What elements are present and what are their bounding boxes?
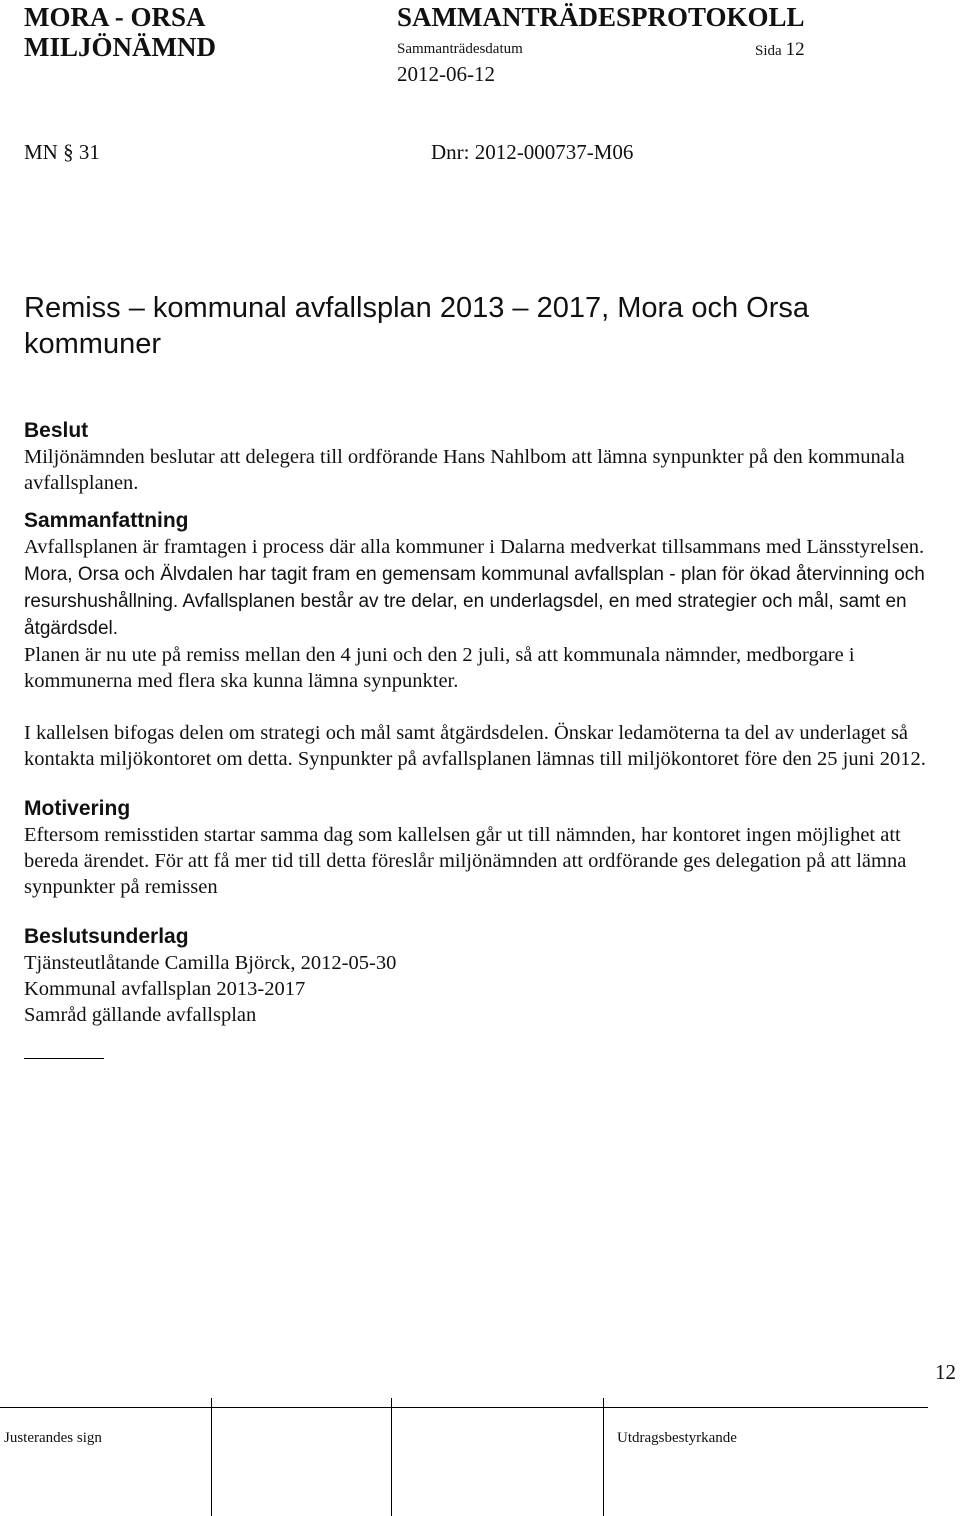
document-type: SAMMANTRÄDESPROTOKOLL bbox=[397, 2, 805, 32]
sammanfattning-text-a: Avfallsplanen är framtagen i process där alla kommuner i Dalarna medverkat tillsammans med Länsstyrelsen. bbox=[24, 536, 925, 558]
beslutsunderlag-item: Tjänsteutlåtande Camilla Björck, 2012-05-30 bbox=[24, 952, 397, 974]
sammanfattning-text-c: Avfallsplanen består av tre delar, en underlagsdel, en med strategier och mål, samt en åtgärdsdel. bbox=[24, 591, 907, 639]
justerandes-sign-label: Justerandes sign bbox=[4, 1430, 102, 1446]
org-name-line2: MILJÖNÄMND bbox=[24, 32, 216, 62]
signature-box-divider bbox=[391, 1398, 392, 1516]
beslutsunderlag-item: Kommunal avfallsplan 2013-2017 bbox=[24, 978, 306, 1000]
section-heading-motivering: Motivering bbox=[24, 797, 131, 820]
section-heading-sammanfattning: Sammanfattning bbox=[24, 509, 189, 532]
footer-rule bbox=[0, 1407, 928, 1408]
meeting-date-value: 2012-06-12 bbox=[397, 62, 495, 86]
sammanfattning-text-b: Mora, Orsa och Älvdalen har tagit fram en gemensam kommunal avfallsplan - plan för ökad återvinning och resurshushållning. bbox=[24, 564, 925, 612]
page-label: Sida bbox=[755, 43, 782, 59]
footer-page-number: 12 bbox=[935, 1360, 956, 1384]
sammanfattning-paragraph-3: I kallelsen bifogas delen om strategi och mål samt åtgärdsdelen. Önskar ledamöterna ta del av underlaget så kontakta miljökontoret om detta. Synpunkter på avfallsplanen lämnas till miljökontoret före den 25 juni 2012. bbox=[24, 722, 926, 770]
org-name-line1: MORA - ORSA bbox=[24, 2, 206, 32]
sammanfattning-paragraph-1 bbox=[24, 534, 954, 642]
sammanfattning-paragraph-2: Planen är nu ute på remiss mellan den 4 juni och den 2 juli, så att kommunala nämnder, medborgare i kommunerna med flera ska kunna lämna synpunkter. bbox=[24, 644, 855, 692]
diary-number: Dnr: 2012-000737-M06 bbox=[431, 140, 634, 164]
paragraph-number: MN § 31 bbox=[24, 140, 100, 164]
signature-box-divider bbox=[211, 1398, 212, 1516]
page-indicator bbox=[755, 38, 805, 62]
section-heading-beslut: Beslut bbox=[24, 419, 89, 442]
page-number: 12 bbox=[785, 39, 805, 60]
section-heading-beslutsunderlag: Beslutsunderlag bbox=[24, 925, 189, 948]
document-body bbox=[24, 418, 954, 1059]
motivering-text: Eftersom remisstiden startar samma dag som kallelsen går ut till nämnden, har kontoret ingen möjlighet att bereda ärendet. För att få mer tid till detta föreslår miljönämnden att ordförande ges delegation på att lämna synpunkter på remissen bbox=[24, 824, 907, 898]
beslutsunderlag-item: Samråd gällande avfallsplan bbox=[24, 1004, 257, 1026]
signature-box-divider bbox=[603, 1398, 604, 1516]
beslut-text: Miljönämnden beslutar att delegera till ordförande Hans Nahlbom att lämna synpunkter på den kommunala avfallsplanen. bbox=[24, 446, 905, 494]
page-title: Remiss – kommunal avfallsplan 2013 – 2017, Mora och Orsa kommuner bbox=[24, 292, 809, 360]
end-rule bbox=[24, 1058, 104, 1059]
meeting-date-label: Sammanträdesdatum bbox=[397, 41, 523, 57]
utdragsbestyrkande-label: Utdragsbestyrkande bbox=[617, 1430, 737, 1446]
